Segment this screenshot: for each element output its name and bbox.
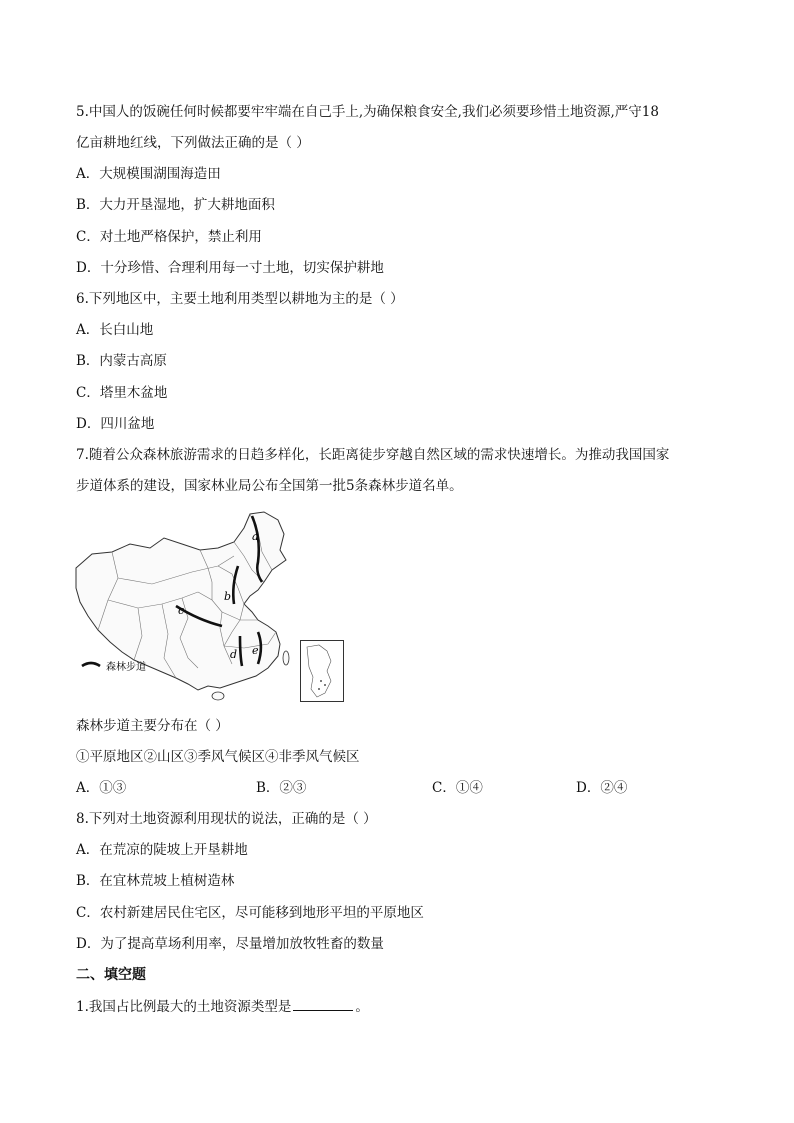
trail-label-e: e [252,644,259,657]
q5-stem-line2: 亿亩耕地红线，下列做法正确的是（ ） [76,135,310,151]
q6-option-c[interactable]: C．塔里木盆地 [76,385,168,401]
q6-option-a[interactable]: A．长白山地 [76,322,154,338]
trail-label-d: d [230,648,238,661]
q8-option-a[interactable]: A．在荒凉的陡坡上开垦耕地 [76,842,248,858]
q5-stem-line1: 5.中国人的饭碗任何时候都要牢牢端在自己手上,为确保粮食安全,我们必须要珍惜土地资源,严守18 [76,104,659,120]
legend-trail-symbol [82,663,100,666]
q8-option-d[interactable]: D．为了提高草场利用率，尽量增加放牧牲畜的数量 [76,936,384,952]
q7-option-d[interactable]: D．②④ [576,780,628,796]
q8-option-c[interactable]: C．农村新建居民住宅区，尽可能移到地形平坦的平原地区 [76,905,424,921]
q7-option-a[interactable]: A．①③ [76,780,127,796]
q6-option-d[interactable]: D．四川盆地 [76,416,155,432]
q7-stem-line1: 7.随着公众森林旅游需求的日趋多样化，长距离徒步穿越自然区域的需求快速增长。为推动我国国家 [76,447,670,463]
fill-q1-prefix: 1.我国占比例最大的土地资源类型是 [76,999,292,1015]
q5-option-d[interactable]: D．十分珍惜、合理利用每一寸土地，切实保护耕地 [76,260,384,276]
q7-stem-line2: 步道体系的建设，国家林业局公布全国第一批5条森林步道名单。 [76,478,463,494]
q6-option-b[interactable]: B．内蒙古高原 [76,353,167,369]
q8-stem: 8.下列对土地资源利用现状的说法，正确的是（ ） [76,811,377,827]
fill-q1-suffix: 。 [355,999,369,1015]
fill-q1 [76,998,369,1016]
section-heading-fill-in: 二、填空题 [76,967,146,983]
q7-choices-line: ①平原地区②山区③季风气候区④非季风气候区 [76,749,360,765]
q7-option-b[interactable]: B．②③ [256,780,307,796]
q7-option-c[interactable]: C．①④ [432,780,483,796]
fill-q1-blank[interactable] [293,998,353,1011]
inset-map-icon [301,641,343,701]
legend-label: 森林步道 [106,662,146,673]
q8-option-b[interactable]: B．在宜林荒坡上植树造林 [76,873,235,889]
q5-option-c[interactable]: C．对土地严格保护，禁止利用 [76,229,262,245]
q7-sub-question: 森林步道主要分布在（ ） [76,718,229,734]
trail-label-c: c [178,604,185,617]
q5-option-a[interactable]: A．大规模围湖围海造田 [76,166,221,182]
trail-label-a: a [252,530,259,543]
trail-label-b: b [224,590,232,603]
south-china-sea-inset [300,640,344,702]
q6-stem: 6.下列地区中，主要土地利用类型以耕地为主的是（ ） [76,291,404,307]
q5-option-b[interactable]: B．大力开垦湿地，扩大耕地面积 [76,197,275,213]
